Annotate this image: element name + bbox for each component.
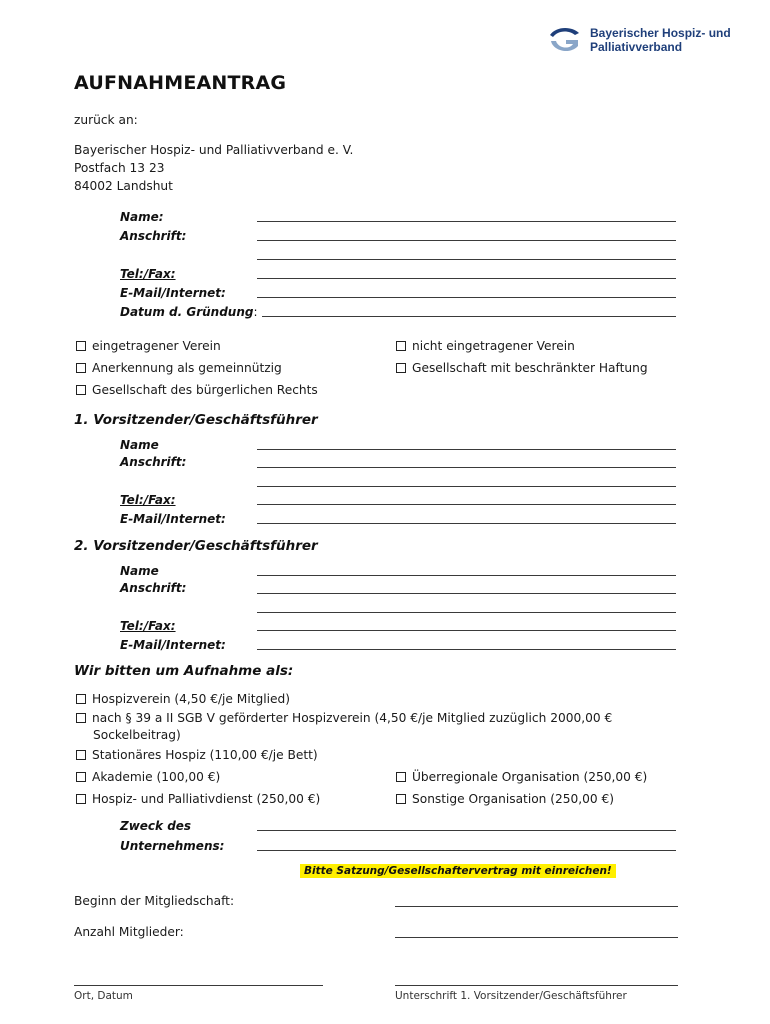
membership-label: nach § 39 a II SGB V geförderter Hospizverein (4,50 €/je Mitglied zuzüglich 2000,00 € — [92, 711, 613, 725]
chair1-name-field[interactable] — [257, 449, 676, 450]
legal-form-label: Gesellschaft mit beschränkter Haftung — [412, 361, 648, 375]
membership-option[interactable] — [76, 747, 318, 763]
membership-option[interactable] — [76, 691, 290, 707]
purpose-label: Zweck des — [120, 819, 192, 833]
purpose-field-2[interactable] — [257, 850, 676, 851]
logo-line2: Palliativverband — [590, 40, 683, 54]
checkbox-icon[interactable] — [76, 363, 86, 373]
chair1-tel-field[interactable] — [257, 504, 676, 505]
legal-form-option[interactable] — [76, 382, 318, 398]
chair2-address-field-2[interactable] — [257, 612, 676, 613]
legal-form-label: nicht eingetragener Verein — [412, 339, 575, 353]
chair1-name-label: Name — [120, 438, 159, 452]
chair1-tel-label: Tel:/Fax: — [120, 493, 176, 507]
membership-label: Überregionale Organisation (250,00 €) — [412, 770, 648, 784]
membership-label: Sonstige Organisation (250,00 €) — [412, 792, 615, 806]
logo — [548, 24, 748, 56]
count-field[interactable] — [395, 937, 678, 938]
chair2-email-field[interactable] — [257, 649, 676, 650]
chair2-name-label: Name — [120, 564, 159, 578]
start-label: Beginn der Mitgliedschaft: — [74, 894, 235, 908]
membership-label: Stationäres Hospiz (110,00 €/je Bett) — [92, 748, 318, 762]
membership-option[interactable] — [76, 710, 612, 726]
org-address-field[interactable] — [257, 240, 676, 241]
count-label: Anzahl Mitglieder: — [74, 925, 184, 939]
legal-form-option[interactable] — [76, 360, 282, 376]
chair2-tel-field[interactable] — [257, 630, 676, 631]
legal-form-label: Gesellschaft des bürgerlichen Rechts — [92, 383, 318, 397]
membership-label: Akademie (100,00 €) — [92, 770, 221, 784]
org-founding-field[interactable] — [262, 316, 676, 317]
chair2-tel-label: Tel:/Fax: — [120, 619, 176, 633]
purpose-label-2: Unternehmens: — [120, 839, 225, 853]
chair2-address-label: Anschrift: — [120, 581, 187, 595]
checkbox-icon[interactable] — [76, 713, 86, 723]
purpose-field[interactable] — [257, 830, 676, 831]
checkbox-icon[interactable] — [76, 750, 86, 760]
membership-option[interactable] — [76, 791, 320, 807]
checkbox-icon[interactable] — [396, 772, 406, 782]
chair1-address-field-2[interactable] — [257, 486, 676, 487]
org-address-label: Anschrift: — [120, 229, 187, 243]
chair1-email-label: E-Mail/Internet: — [120, 512, 226, 526]
signature-label: Unterschrift 1. Vorsitzender/Geschäftsführer — [395, 990, 627, 1002]
legal-form-label: eingetragener Verein — [92, 339, 221, 353]
address-line: 84002 Landshut — [74, 179, 173, 193]
checkbox-icon[interactable] — [396, 363, 406, 373]
legal-form-option[interactable] — [396, 338, 575, 354]
legal-form-label: Anerkennung als gemeinnützig — [92, 361, 282, 375]
membership-label: Hospizverein (4,50 €/je Mitglied) — [92, 692, 290, 706]
org-tel-field[interactable] — [257, 278, 676, 279]
place-date-field[interactable] — [74, 985, 323, 986]
legal-form-option[interactable] — [76, 338, 221, 354]
checkbox-icon[interactable] — [76, 794, 86, 804]
chair2-name-field[interactable] — [257, 575, 676, 576]
membership-option[interactable] — [396, 791, 614, 807]
org-email-label: E-Mail/Internet: — [120, 286, 226, 300]
org-name-field[interactable] — [257, 221, 676, 222]
checkbox-icon[interactable] — [76, 694, 86, 704]
org-founding-label: Datum d. Gründung: — [120, 305, 258, 319]
logo-mark-icon — [548, 26, 580, 54]
membership-option[interactable] — [76, 769, 220, 785]
chair2-address-field[interactable] — [257, 593, 676, 594]
purpose-note — [300, 859, 616, 878]
start-field[interactable] — [395, 906, 678, 907]
checkbox-icon[interactable] — [76, 772, 86, 782]
logo-line1: Bayerischer Hospiz- und — [590, 26, 731, 40]
membership-label-continued: Sockelbeitrag) — [93, 728, 181, 742]
membership-heading: Wir bitten um Aufnahme als: — [74, 663, 294, 679]
return-to-label: zurück an: — [74, 113, 138, 127]
page-title: AUFNAHMEANTRAG — [74, 72, 287, 94]
place-date-label: Ort, Datum — [74, 990, 133, 1002]
org-founding-text: Datum d. Gründung — [120, 305, 254, 319]
org-name-label: Name: — [120, 210, 164, 224]
org-email-field[interactable] — [257, 297, 676, 298]
checkbox-icon[interactable] — [396, 341, 406, 351]
checkbox-icon[interactable] — [76, 341, 86, 351]
chair1-email-field[interactable] — [257, 523, 676, 524]
org-tel-label: Tel:/Fax: — [120, 267, 176, 281]
membership-label: Hospiz- und Palliativdienst (250,00 €) — [92, 792, 321, 806]
chair1-address-label: Anschrift: — [120, 455, 187, 469]
checkbox-icon[interactable] — [396, 794, 406, 804]
chair2-heading: 2. Vorsitzender/Geschäftsführer — [74, 538, 318, 554]
chair1-heading: 1. Vorsitzender/Geschäftsführer — [74, 412, 318, 428]
chair1-address-field[interactable] — [257, 467, 676, 468]
purpose-note-text: Bitte Satzung/Gesellschaftervertrag mit einreichen! — [300, 864, 616, 878]
org-address-field-2[interactable] — [257, 259, 676, 260]
address-line: Bayerischer Hospiz- und Palliativverband e. V. — [74, 143, 354, 157]
legal-form-option[interactable] — [396, 360, 648, 376]
checkbox-icon[interactable] — [76, 385, 86, 395]
membership-option[interactable] — [396, 769, 647, 785]
signature-field[interactable] — [395, 985, 678, 986]
address-line: Postfach 13 23 — [74, 161, 165, 175]
chair2-email-label: E-Mail/Internet: — [120, 638, 226, 652]
